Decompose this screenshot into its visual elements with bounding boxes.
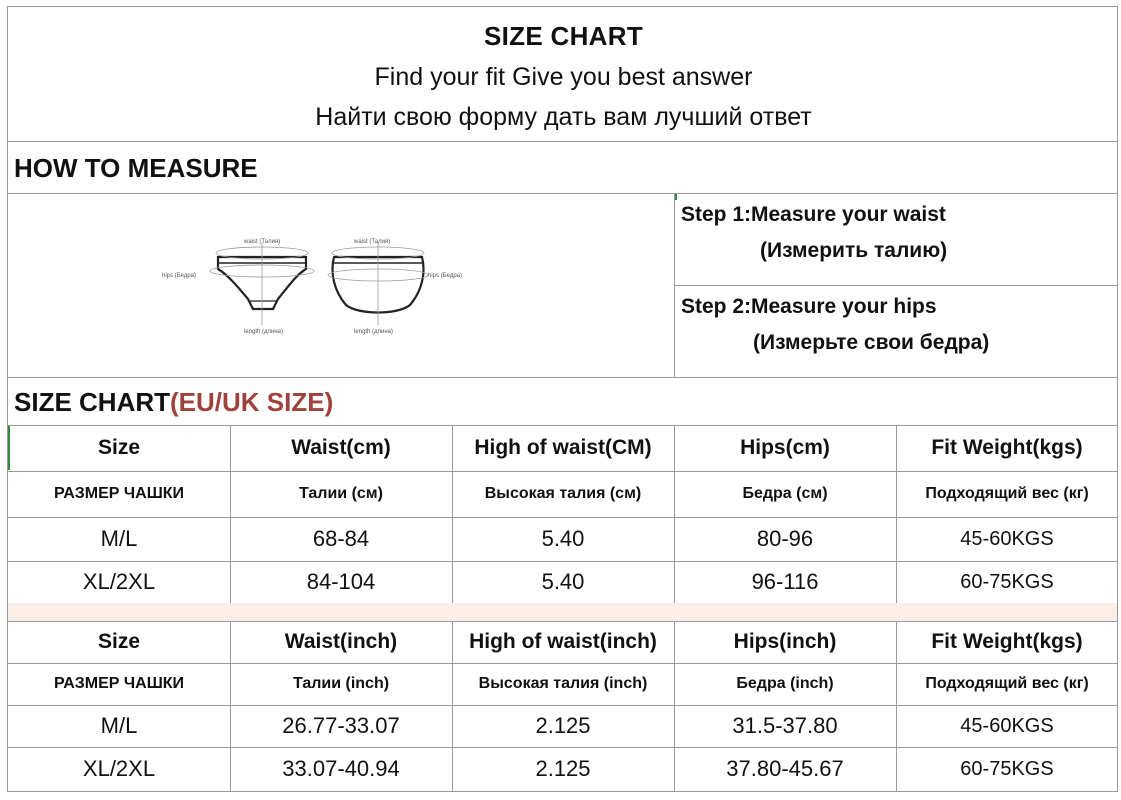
table-cell: M/L bbox=[100, 713, 138, 738]
step2-russian: (Измерьте свои бедра) bbox=[753, 331, 990, 354]
table-cell: XL/2XL bbox=[82, 756, 156, 781]
divider bbox=[8, 141, 1117, 142]
table-cell: 60-75KGS bbox=[960, 570, 1054, 593]
size-chart-heading-accent: (EU/UK SIZE) bbox=[170, 387, 334, 417]
underwear-diagram-icon bbox=[158, 229, 488, 349]
step1-russian: (Измерить талию) bbox=[760, 239, 948, 262]
divider bbox=[675, 285, 1117, 286]
table-cell: 84-104 bbox=[306, 569, 376, 594]
table-header-cell: High of waist(CM) bbox=[474, 436, 652, 459]
diagram-label-left-hips: hips (Бедра) bbox=[162, 273, 196, 279]
step1-english: Step 1:Measure your waist bbox=[681, 203, 946, 226]
table-header-cell: High of waist(inch) bbox=[469, 630, 657, 653]
table-header-cell: Waist(inch) bbox=[284, 630, 398, 653]
measure-diagram bbox=[158, 229, 488, 349]
table-cell: 96-116 bbox=[751, 569, 819, 594]
table-header-ru-cell: Высокая талия (inch) bbox=[478, 675, 648, 692]
size-chart-sheet bbox=[7, 6, 1118, 792]
table-cell: 2.125 bbox=[535, 713, 591, 738]
table-cell: 5.40 bbox=[541, 569, 585, 594]
table-header-ru-cell: РАЗМЕР ЧАШКИ bbox=[53, 485, 185, 502]
diagram-label-right-hips: hips (Бедра) bbox=[428, 273, 462, 279]
table-header-cell: Size bbox=[97, 436, 141, 459]
subtitle-english: Find your fit Give you best answer bbox=[374, 63, 753, 91]
table-header-cell: Fit Weight(kgs) bbox=[931, 630, 1083, 653]
divider bbox=[8, 377, 1117, 378]
table-cell: M/L bbox=[100, 526, 138, 551]
table-header-ru-cell: Подходящий вес (кг) bbox=[925, 675, 1089, 692]
table-cell: 26.77-33.07 bbox=[282, 713, 400, 738]
table-header-cell: Waist(cm) bbox=[291, 436, 391, 459]
table-header-ru-cell: Бедра (inch) bbox=[736, 675, 834, 692]
table-header-cell: Hips(cm) bbox=[740, 436, 830, 459]
subtitle-russian: Найти свою форму дать вам лучший ответ bbox=[315, 103, 812, 131]
cell-marker bbox=[675, 194, 677, 200]
how-to-measure-heading: HOW TO MEASURE bbox=[14, 153, 258, 183]
diagram-label-left-length: length (длина) bbox=[244, 329, 284, 335]
table-cell: 45-60KGS bbox=[960, 714, 1054, 737]
diagram-label-right-length: length (длина) bbox=[354, 329, 394, 335]
table-cell: 60-75KGS bbox=[960, 757, 1054, 780]
diagram-label-right-waist: waist (Талия) bbox=[354, 239, 391, 245]
size-chart-heading bbox=[14, 387, 333, 418]
table-header-ru-cell: Подходящий вес (кг) bbox=[925, 485, 1089, 502]
diagram-label-left-waist: waist (Талия) bbox=[244, 239, 281, 245]
divider bbox=[8, 193, 1117, 194]
page-title: SIZE CHART bbox=[484, 21, 643, 51]
table-cell: 31.5-37.80 bbox=[732, 713, 838, 738]
table-header-ru-cell: Талии (inch) bbox=[292, 675, 390, 692]
table-header-cell: Hips(inch) bbox=[733, 630, 837, 653]
table-cell: 33.07-40.94 bbox=[282, 756, 400, 781]
table-cell: 68-84 bbox=[312, 526, 370, 551]
table-cell: 45-60KGS bbox=[960, 527, 1054, 550]
table-cell: XL/2XL bbox=[82, 569, 156, 594]
step2-english: Step 2:Measure your hips bbox=[681, 295, 937, 318]
table-header-ru-cell: Бедра (см) bbox=[742, 485, 828, 502]
table-separator bbox=[8, 603, 1117, 621]
table-cell: 5.40 bbox=[541, 526, 585, 551]
table-cell: 80-96 bbox=[756, 526, 814, 551]
table-header-cell: Fit Weight(kgs) bbox=[931, 436, 1083, 459]
table-header-cell: Size bbox=[97, 630, 141, 653]
table-header-ru-cell: РАЗМЕР ЧАШКИ bbox=[53, 675, 185, 692]
size-chart-heading-text: SIZE CHART bbox=[14, 387, 170, 417]
table-cell: 37.80-45.67 bbox=[726, 756, 844, 781]
table-header-ru-cell: Высокая талия (см) bbox=[484, 485, 642, 502]
table-header-ru-cell: Талии (см) bbox=[299, 485, 383, 502]
table-cell: 2.125 bbox=[535, 756, 591, 781]
